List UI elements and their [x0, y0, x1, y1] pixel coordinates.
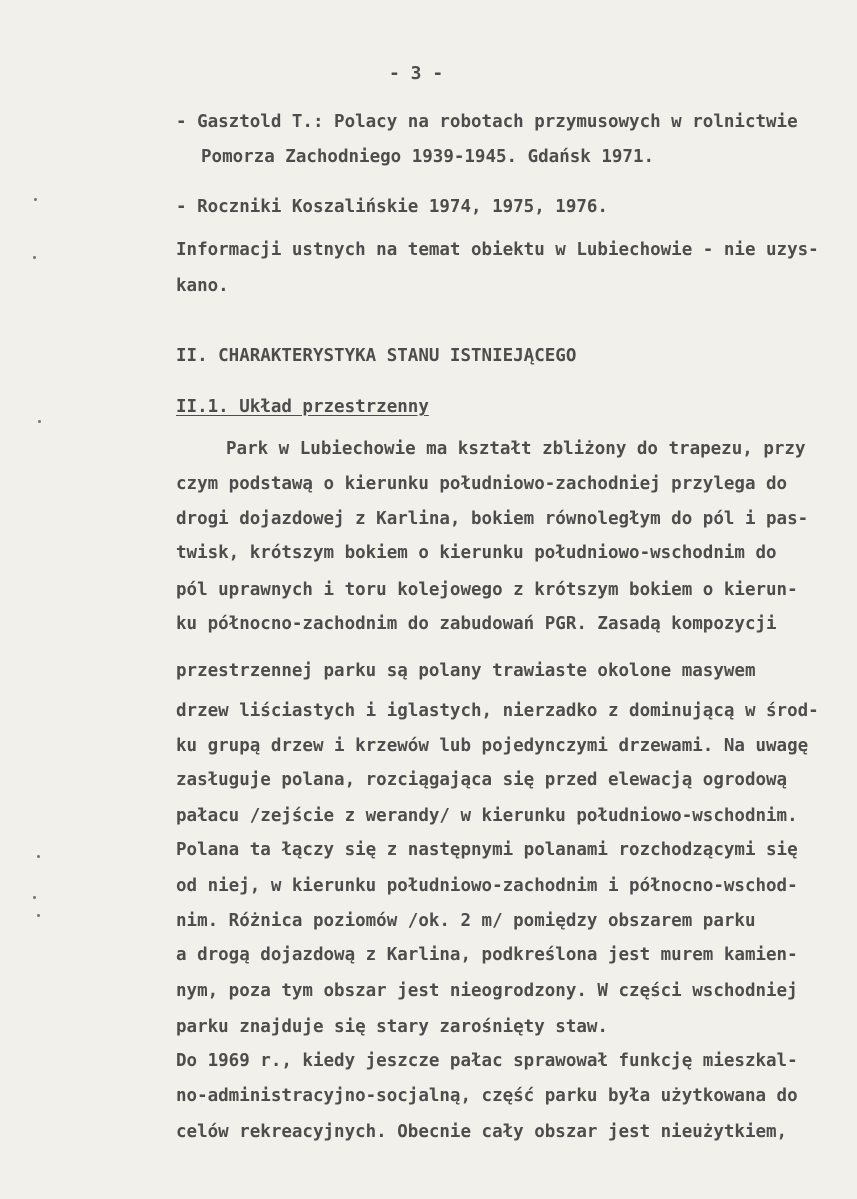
- reference-line: Pomorza Zachodniego 1939-1945. Gdańsk 1971.: [201, 147, 655, 167]
- body-line: nym, poza tym obszar jest nieogrodzony. W części wschodniej: [176, 981, 798, 1001]
- body-line: no-administracyjno-socjalną, część parku była użytkowana do: [176, 1086, 798, 1106]
- section-heading: II. CHARAKTERYSTYKA STANU ISTNIEJĄCEGO: [176, 346, 577, 366]
- margin-speck: [34, 198, 37, 201]
- body-line: Park w Lubiechowie ma kształt zbliżony do trapezu, przy: [226, 439, 806, 459]
- reference-line: - Roczniki Koszalińskie 1974, 1975, 1976.: [176, 197, 608, 217]
- body-line: parku znajduje się stary zarośnięty staw.: [176, 1017, 608, 1037]
- body-line: przestrzennej parku są polany trawiaste okolone masywem: [176, 661, 756, 681]
- reference-line: - Gasztold T.: Polacy na robotach przymusowych w rolnictwie: [176, 112, 798, 132]
- margin-speck: [33, 256, 36, 259]
- body-line: drzew liściastych i iglastych, nierzadko z dominującą w środ-: [176, 701, 819, 721]
- body-line: czym podstawą o kierunku południowo-zachodniej przylega do: [176, 474, 788, 494]
- margin-speck: [33, 896, 36, 899]
- page-number: - 3 -: [389, 63, 444, 84]
- body-line: celów rekreacyjnych. Obecnie cały obszar jest nieużytkiem,: [176, 1122, 788, 1142]
- info-note-line: Informacji ustnych na temat obiektu w Lubiechowie - nie uzys-: [176, 240, 819, 260]
- body-line: twisk, krótszym bokiem o kierunku południowo-wschodnim do: [176, 543, 777, 563]
- body-line: pól uprawnych i toru kolejowego z krótszym bokiem o kierun-: [176, 580, 798, 600]
- margin-speck: [37, 914, 40, 917]
- body-line: pałacu /zejście z werandy/ w kierunku południowo-wschodnim.: [176, 806, 798, 826]
- body-line: a drogą dojazdową z Karlina, podkreślona jest murem kamien-: [176, 945, 798, 965]
- subsection-heading: II.1. Układ przestrzenny: [176, 397, 429, 417]
- body-line: Do 1969 r., kiedy jeszcze pałac sprawował funkcję mieszkal-: [176, 1051, 798, 1071]
- body-line: ku grupą drzew i krzewów lub pojedynczymi drzewami. Na uwagę: [176, 736, 809, 756]
- body-line: zasługuje polana, rozciągająca się przed elewacją ogrodową: [176, 770, 788, 790]
- margin-speck: [38, 420, 41, 423]
- body-line: Polana ta łączy się z następnymi polanami rozchodzącymi się: [176, 840, 798, 860]
- info-note-line: kano.: [176, 276, 229, 296]
- body-line: drogi dojazdowej z Karlina, bokiem równoległym do pól i pas-: [176, 509, 809, 529]
- body-line: od niej, w kierunku południowo-zachodnim i północno-wschod-: [176, 876, 798, 896]
- margin-speck: [37, 855, 40, 858]
- body-line: ku północno-zachodnim do zabudowań PGR. Zasadą kompozycji: [176, 614, 777, 634]
- body-line: nim. Różnica poziomów /ok. 2 m/ pomiędzy obszarem parku: [176, 911, 756, 931]
